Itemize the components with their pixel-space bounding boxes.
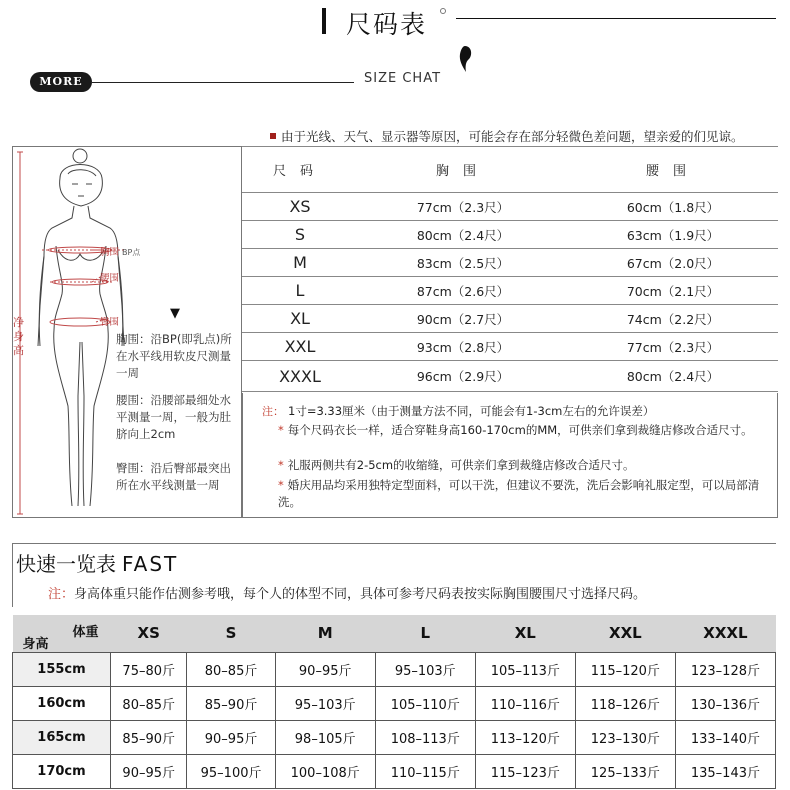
weight-cell: 95–103斤	[275, 686, 375, 720]
notice-text: 由于光线、天气、显示器等原因，可能会存在部分轻微色差问题，望亲爱的们见谅。	[281, 129, 744, 144]
more-divider	[92, 82, 354, 83]
chest-cell: 96cm（2.9尺）	[358, 361, 568, 392]
color-notice	[270, 127, 744, 145]
fast-size-header: XXL	[575, 615, 675, 652]
weight-cell: 85–90斤	[111, 720, 187, 754]
size-cell: XS	[242, 193, 358, 221]
chest-cell: 83cm（2.5尺）	[358, 249, 568, 277]
height-cell: 155cm	[13, 652, 111, 686]
waist-cell: 67cm（2.0尺）	[568, 249, 778, 277]
label-waist: 腰围	[100, 273, 120, 284]
fast-size-header: XS	[111, 615, 187, 652]
size-cell: XXL	[242, 333, 358, 361]
weight-cell: 90–95斤	[187, 720, 275, 754]
waist-cell: 63cm（1.9尺）	[568, 221, 778, 249]
weight-cell: 133–140斤	[675, 720, 775, 754]
weight-cell: 80–85斤	[187, 652, 275, 686]
title-dot-ornament	[440, 8, 446, 14]
chest-cell: 77cm（2.3尺）	[358, 193, 568, 221]
weight-cell: 95–100斤	[187, 754, 275, 788]
fast-size-header: XXXL	[675, 615, 775, 652]
corner-cell	[13, 615, 111, 652]
fast-size-header: L	[375, 615, 475, 652]
asterisk-icon: *	[278, 478, 284, 492]
weight-cell: 118–126斤	[575, 686, 675, 720]
note-item: * 婚庆用品均采用独特定型面料，可以干洗，但建议不要洗，洗后会影响礼服定型，可以局部清洗。	[278, 478, 760, 509]
weight-cell: 100–108斤	[275, 754, 375, 788]
corner-height: 身高	[22, 637, 49, 652]
size-cell: XL	[242, 305, 358, 333]
table-row	[13, 754, 776, 788]
weight-cell: 108–113斤	[375, 720, 475, 754]
note-item: 1寸=3.33厘米（由于测量方法不同，可能会有1-3cm左右的允许误差）	[288, 404, 655, 418]
chest-cell: 87cm（2.6尺）	[358, 277, 568, 305]
table-row	[242, 221, 778, 249]
waist-cell: 60cm（1.8尺）	[568, 193, 778, 221]
label-hip: 臀围	[100, 317, 120, 328]
height-cell: 170cm	[13, 754, 111, 788]
weight-cell: 123–128斤	[675, 652, 775, 686]
more-badge: MORE	[30, 72, 92, 92]
size-chat-label: SIZE CHAT	[364, 71, 442, 86]
label-net-height: 净身高	[13, 316, 24, 357]
fast-size-header: S	[187, 615, 275, 652]
quote-mark-icon	[456, 44, 474, 74]
table-row	[13, 720, 776, 754]
table-row	[242, 193, 778, 221]
chest-cell: 90cm（2.7尺）	[358, 305, 568, 333]
height-cell: 165cm	[13, 720, 111, 754]
weight-cell: 110–115斤	[375, 754, 475, 788]
header-size: 尺码	[242, 147, 358, 193]
note-item: * 每个尺码衣长一样，适合穿鞋身高160-170cm的MM，可供亲们拿到裁缝店修改合适尺寸。	[278, 423, 753, 437]
table-row	[242, 361, 778, 392]
fast-title: 快速一览表 FAST	[16, 552, 179, 576]
size-table-header	[242, 147, 778, 193]
weight-cell: 105–113斤	[475, 652, 575, 686]
size-cell: L	[242, 277, 358, 305]
size-cell: M	[242, 249, 358, 277]
weight-cell: 95–103斤	[375, 652, 475, 686]
table-row	[242, 333, 778, 361]
weight-cell: 115–123斤	[475, 754, 575, 788]
asterisk-icon: *	[278, 458, 284, 472]
weight-cell: 80–85斤	[111, 686, 187, 720]
table-row	[13, 652, 776, 686]
table-row	[242, 249, 778, 277]
weight-cell: 105–110斤	[375, 686, 475, 720]
fast-table	[12, 615, 776, 789]
note-item: * 礼服两侧共有2-5cm的收缩缝，可供亲们拿到裁缝店修改合适尺寸。	[278, 458, 635, 472]
fast-table-header	[13, 615, 776, 652]
measure-waist-desc: 腰围：沿腰部最细处水平测量一周，一般为肚脐向上2cm	[116, 393, 231, 441]
fast-note: 注：身高体重只能作估测参考哦，每个人的体型不同，具体可参考尺码表按实际胸围腰围尺寸选择尺码。	[48, 587, 647, 602]
header-chest: 胸围	[358, 147, 568, 193]
weight-cell: 123–130斤	[575, 720, 675, 754]
table-row	[242, 277, 778, 305]
weight-cell: 90–95斤	[111, 754, 187, 788]
size-table	[242, 146, 778, 392]
weight-cell: 113–120斤	[475, 720, 575, 754]
waist-cell: 80cm（2.4尺）	[568, 361, 778, 392]
weight-cell: 115–120斤	[575, 652, 675, 686]
size-cell: XXXL	[242, 361, 358, 392]
weight-cell: 130–136斤	[675, 686, 775, 720]
chest-cell: 80cm（2.4尺）	[358, 221, 568, 249]
title-divider	[456, 18, 776, 19]
size-cell: S	[242, 221, 358, 249]
height-cell: 160cm	[13, 686, 111, 720]
measure-hip-desc: 臀围：沿后臀部最突出所在水平线测量一周	[116, 461, 231, 492]
asterisk-icon: *	[278, 423, 284, 437]
weight-cell: 85–90斤	[187, 686, 275, 720]
down-triangle-icon: ▼	[170, 306, 180, 321]
waist-cell: 70cm（2.1尺）	[568, 277, 778, 305]
waist-cell: 77cm（2.3尺）	[568, 333, 778, 361]
page-title: 尺码表	[346, 10, 428, 39]
waist-cell: 74cm（2.2尺）	[568, 305, 778, 333]
weight-cell: 98–105斤	[275, 720, 375, 754]
fast-size-header: XL	[475, 615, 575, 652]
title-bar-accent	[322, 8, 326, 34]
notice-bullet-icon	[270, 133, 276, 139]
weight-cell: 135–143斤	[675, 754, 775, 788]
corner-weight: 体重	[72, 625, 99, 640]
fast-size-header: M	[275, 615, 375, 652]
header-waist: 腰围	[568, 147, 778, 193]
label-chest: 胸围 BP点	[100, 247, 141, 258]
chest-cell: 93cm（2.8尺）	[358, 333, 568, 361]
weight-cell: 110–116斤	[475, 686, 575, 720]
notes-heading: 注：	[262, 405, 284, 418]
weight-cell: 90–95斤	[275, 652, 375, 686]
weight-cell: 75–80斤	[111, 652, 187, 686]
table-row	[13, 686, 776, 720]
table-row	[242, 305, 778, 333]
weight-cell: 125–133斤	[575, 754, 675, 788]
measure-chest-desc: 胸围：沿BP(即乳点)所在水平线用软皮尺测量一周	[116, 332, 232, 380]
